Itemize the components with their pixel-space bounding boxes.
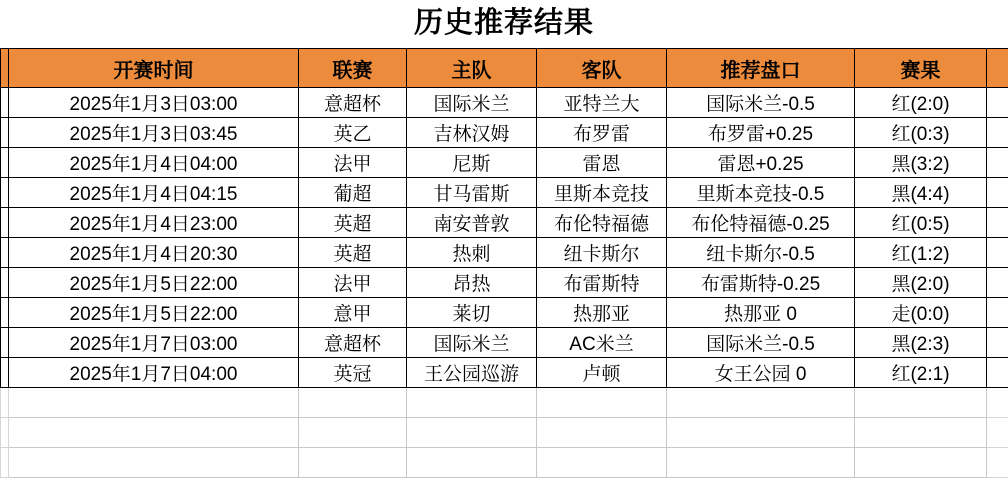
- empty-cell: [407, 388, 537, 418]
- table-row: [1, 148, 1008, 178]
- empty-cell: [9, 388, 299, 418]
- table-row: [1, 298, 1008, 328]
- table-row: [1, 178, 1008, 208]
- cell-away: 布伦特福德: [537, 208, 667, 238]
- cell-time: 2025年1月4日23:00: [9, 208, 299, 238]
- cell-league: 葡超: [299, 178, 407, 208]
- cell-league: 英冠: [299, 358, 407, 388]
- cell-league: 意超杯: [299, 88, 407, 118]
- cell-home: 热刺: [407, 238, 537, 268]
- empty-cell: [855, 448, 987, 478]
- column-header-pick: 推荐盘口: [667, 49, 855, 88]
- cell-pick: 布伦特福德-0.25: [667, 208, 855, 238]
- gutter-cell-right: [987, 328, 1008, 358]
- cell-result: 红(0:3): [855, 118, 987, 148]
- empty-cell: [537, 388, 667, 418]
- cell-time: 2025年1月3日03:45: [9, 118, 299, 148]
- empty-cell: [667, 388, 855, 418]
- table-row: [1, 238, 1008, 268]
- cell-league: 意超杯: [299, 328, 407, 358]
- cell-away: 纽卡斯尔: [537, 238, 667, 268]
- cell-pick: 纽卡斯尔-0.5: [667, 238, 855, 268]
- cell-pick: 布罗雷+0.25: [667, 118, 855, 148]
- empty-cell: [855, 418, 987, 448]
- cell-result: 黑(2:0): [855, 268, 987, 298]
- table-body: [1, 88, 1008, 478]
- table-header-row: [1, 49, 1008, 88]
- empty-cell: [9, 418, 299, 448]
- cell-home: 尼斯: [407, 148, 537, 178]
- gutter-cell-left: [1, 178, 9, 208]
- cell-league: 英乙: [299, 118, 407, 148]
- cell-home: 莱切: [407, 298, 537, 328]
- gutter-cell-right: [987, 88, 1008, 118]
- gutter-cell-right: [987, 418, 1008, 448]
- page-title: 历史推荐结果: [413, 7, 594, 39]
- cell-league: 意甲: [299, 298, 407, 328]
- cell-home: 国际米兰: [407, 328, 537, 358]
- empty-cell: [855, 388, 987, 418]
- empty-cell: [407, 418, 537, 448]
- column-header-result: 赛果: [855, 49, 987, 88]
- gutter-cell-left: [1, 448, 9, 478]
- cell-time: 2025年1月4日20:30: [9, 238, 299, 268]
- cell-league: 法甲: [299, 268, 407, 298]
- cell-time: 2025年1月5日22:00: [9, 298, 299, 328]
- gutter-cell-right: [987, 148, 1008, 178]
- gutter-cell-left: [1, 298, 9, 328]
- table-row: [1, 208, 1008, 238]
- gutter-cell-left: [1, 358, 9, 388]
- gutter-cell-left: [1, 49, 9, 88]
- empty-cell: [667, 448, 855, 478]
- cell-away: 布雷斯特: [537, 268, 667, 298]
- cell-time: 2025年1月4日04:15: [9, 178, 299, 208]
- cell-pick: 里斯本竞技-0.5: [667, 178, 855, 208]
- cell-away: 里斯本竞技: [537, 178, 667, 208]
- table-row: [1, 358, 1008, 388]
- cell-result: 黑(4:4): [855, 178, 987, 208]
- gutter-cell-left: [1, 328, 9, 358]
- column-header-league: 联赛: [299, 49, 407, 88]
- gutter-cell-right: [987, 358, 1008, 388]
- table-row: [1, 328, 1008, 358]
- cell-result: 黑(2:3): [855, 328, 987, 358]
- gutter-cell-right: [987, 388, 1008, 418]
- cell-time: 2025年1月5日22:00: [9, 268, 299, 298]
- cell-away: 热那亚: [537, 298, 667, 328]
- empty-cell: [299, 418, 407, 448]
- cell-league: 英超: [299, 238, 407, 268]
- gutter-cell-right: [987, 208, 1008, 238]
- column-header-away: 客队: [537, 49, 667, 88]
- empty-cell: [299, 448, 407, 478]
- cell-result: 红(2:1): [855, 358, 987, 388]
- gutter-cell-right: [987, 49, 1008, 88]
- cell-result: 黑(3:2): [855, 148, 987, 178]
- empty-cell: [299, 388, 407, 418]
- cell-away: 亚特兰大: [537, 88, 667, 118]
- cell-result: 红(0:5): [855, 208, 987, 238]
- gutter-cell-left: [1, 118, 9, 148]
- cell-time: 2025年1月4日04:00: [9, 148, 299, 178]
- cell-pick: 国际米兰-0.5: [667, 328, 855, 358]
- cell-pick: 女王公园 0: [667, 358, 855, 388]
- cell-time: 2025年1月7日03:00: [9, 328, 299, 358]
- column-header-time: 开赛时间: [9, 49, 299, 88]
- empty-cell: [9, 448, 299, 478]
- cell-home: 王公园巡游: [407, 358, 537, 388]
- cell-league: 法甲: [299, 148, 407, 178]
- empty-cell: [537, 448, 667, 478]
- table-row: [1, 88, 1008, 118]
- empty-row: [1, 448, 1008, 478]
- history-results-table: [0, 48, 1008, 478]
- cell-away: 布罗雷: [537, 118, 667, 148]
- cell-away: 雷恩: [537, 148, 667, 178]
- empty-cell: [667, 418, 855, 448]
- gutter-cell-left: [1, 388, 9, 418]
- gutter-cell-right: [987, 298, 1008, 328]
- gutter-cell-left: [1, 418, 9, 448]
- cell-home: 昂热: [407, 268, 537, 298]
- empty-cell: [407, 448, 537, 478]
- gutter-cell-left: [1, 238, 9, 268]
- empty-cell: [537, 418, 667, 448]
- gutter-cell-right: [987, 268, 1008, 298]
- gutter-cell-right: [987, 448, 1008, 478]
- cell-time: 2025年1月3日03:00: [9, 88, 299, 118]
- gutter-cell-left: [1, 148, 9, 178]
- cell-result: 红(2:0): [855, 88, 987, 118]
- cell-league: 英超: [299, 208, 407, 238]
- cell-time: 2025年1月7日04:00: [9, 358, 299, 388]
- cell-away: 卢顿: [537, 358, 667, 388]
- gutter-cell-right: [987, 118, 1008, 148]
- cell-home: 国际米兰: [407, 88, 537, 118]
- cell-pick: 布雷斯特-0.25: [667, 268, 855, 298]
- table-row: [1, 268, 1008, 298]
- gutter-cell-left: [1, 88, 9, 118]
- cell-home: 吉林汉姆: [407, 118, 537, 148]
- table-row: [1, 118, 1008, 148]
- empty-row: [1, 418, 1008, 448]
- cell-pick: 国际米兰-0.5: [667, 88, 855, 118]
- gutter-cell-left: [1, 268, 9, 298]
- cell-pick: 热那亚 0: [667, 298, 855, 328]
- cell-result: 红(1:2): [855, 238, 987, 268]
- column-header-home: 主队: [407, 49, 537, 88]
- gutter-cell-left: [1, 208, 9, 238]
- gutter-cell-right: [987, 238, 1008, 268]
- cell-pick: 雷恩+0.25: [667, 148, 855, 178]
- gutter-cell-right: [987, 178, 1008, 208]
- cell-result: 走(0:0): [855, 298, 987, 328]
- empty-row: [1, 388, 1008, 418]
- cell-away: AC米兰: [537, 328, 667, 358]
- cell-home: 南安普敦: [407, 208, 537, 238]
- cell-home: 甘马雷斯: [407, 178, 537, 208]
